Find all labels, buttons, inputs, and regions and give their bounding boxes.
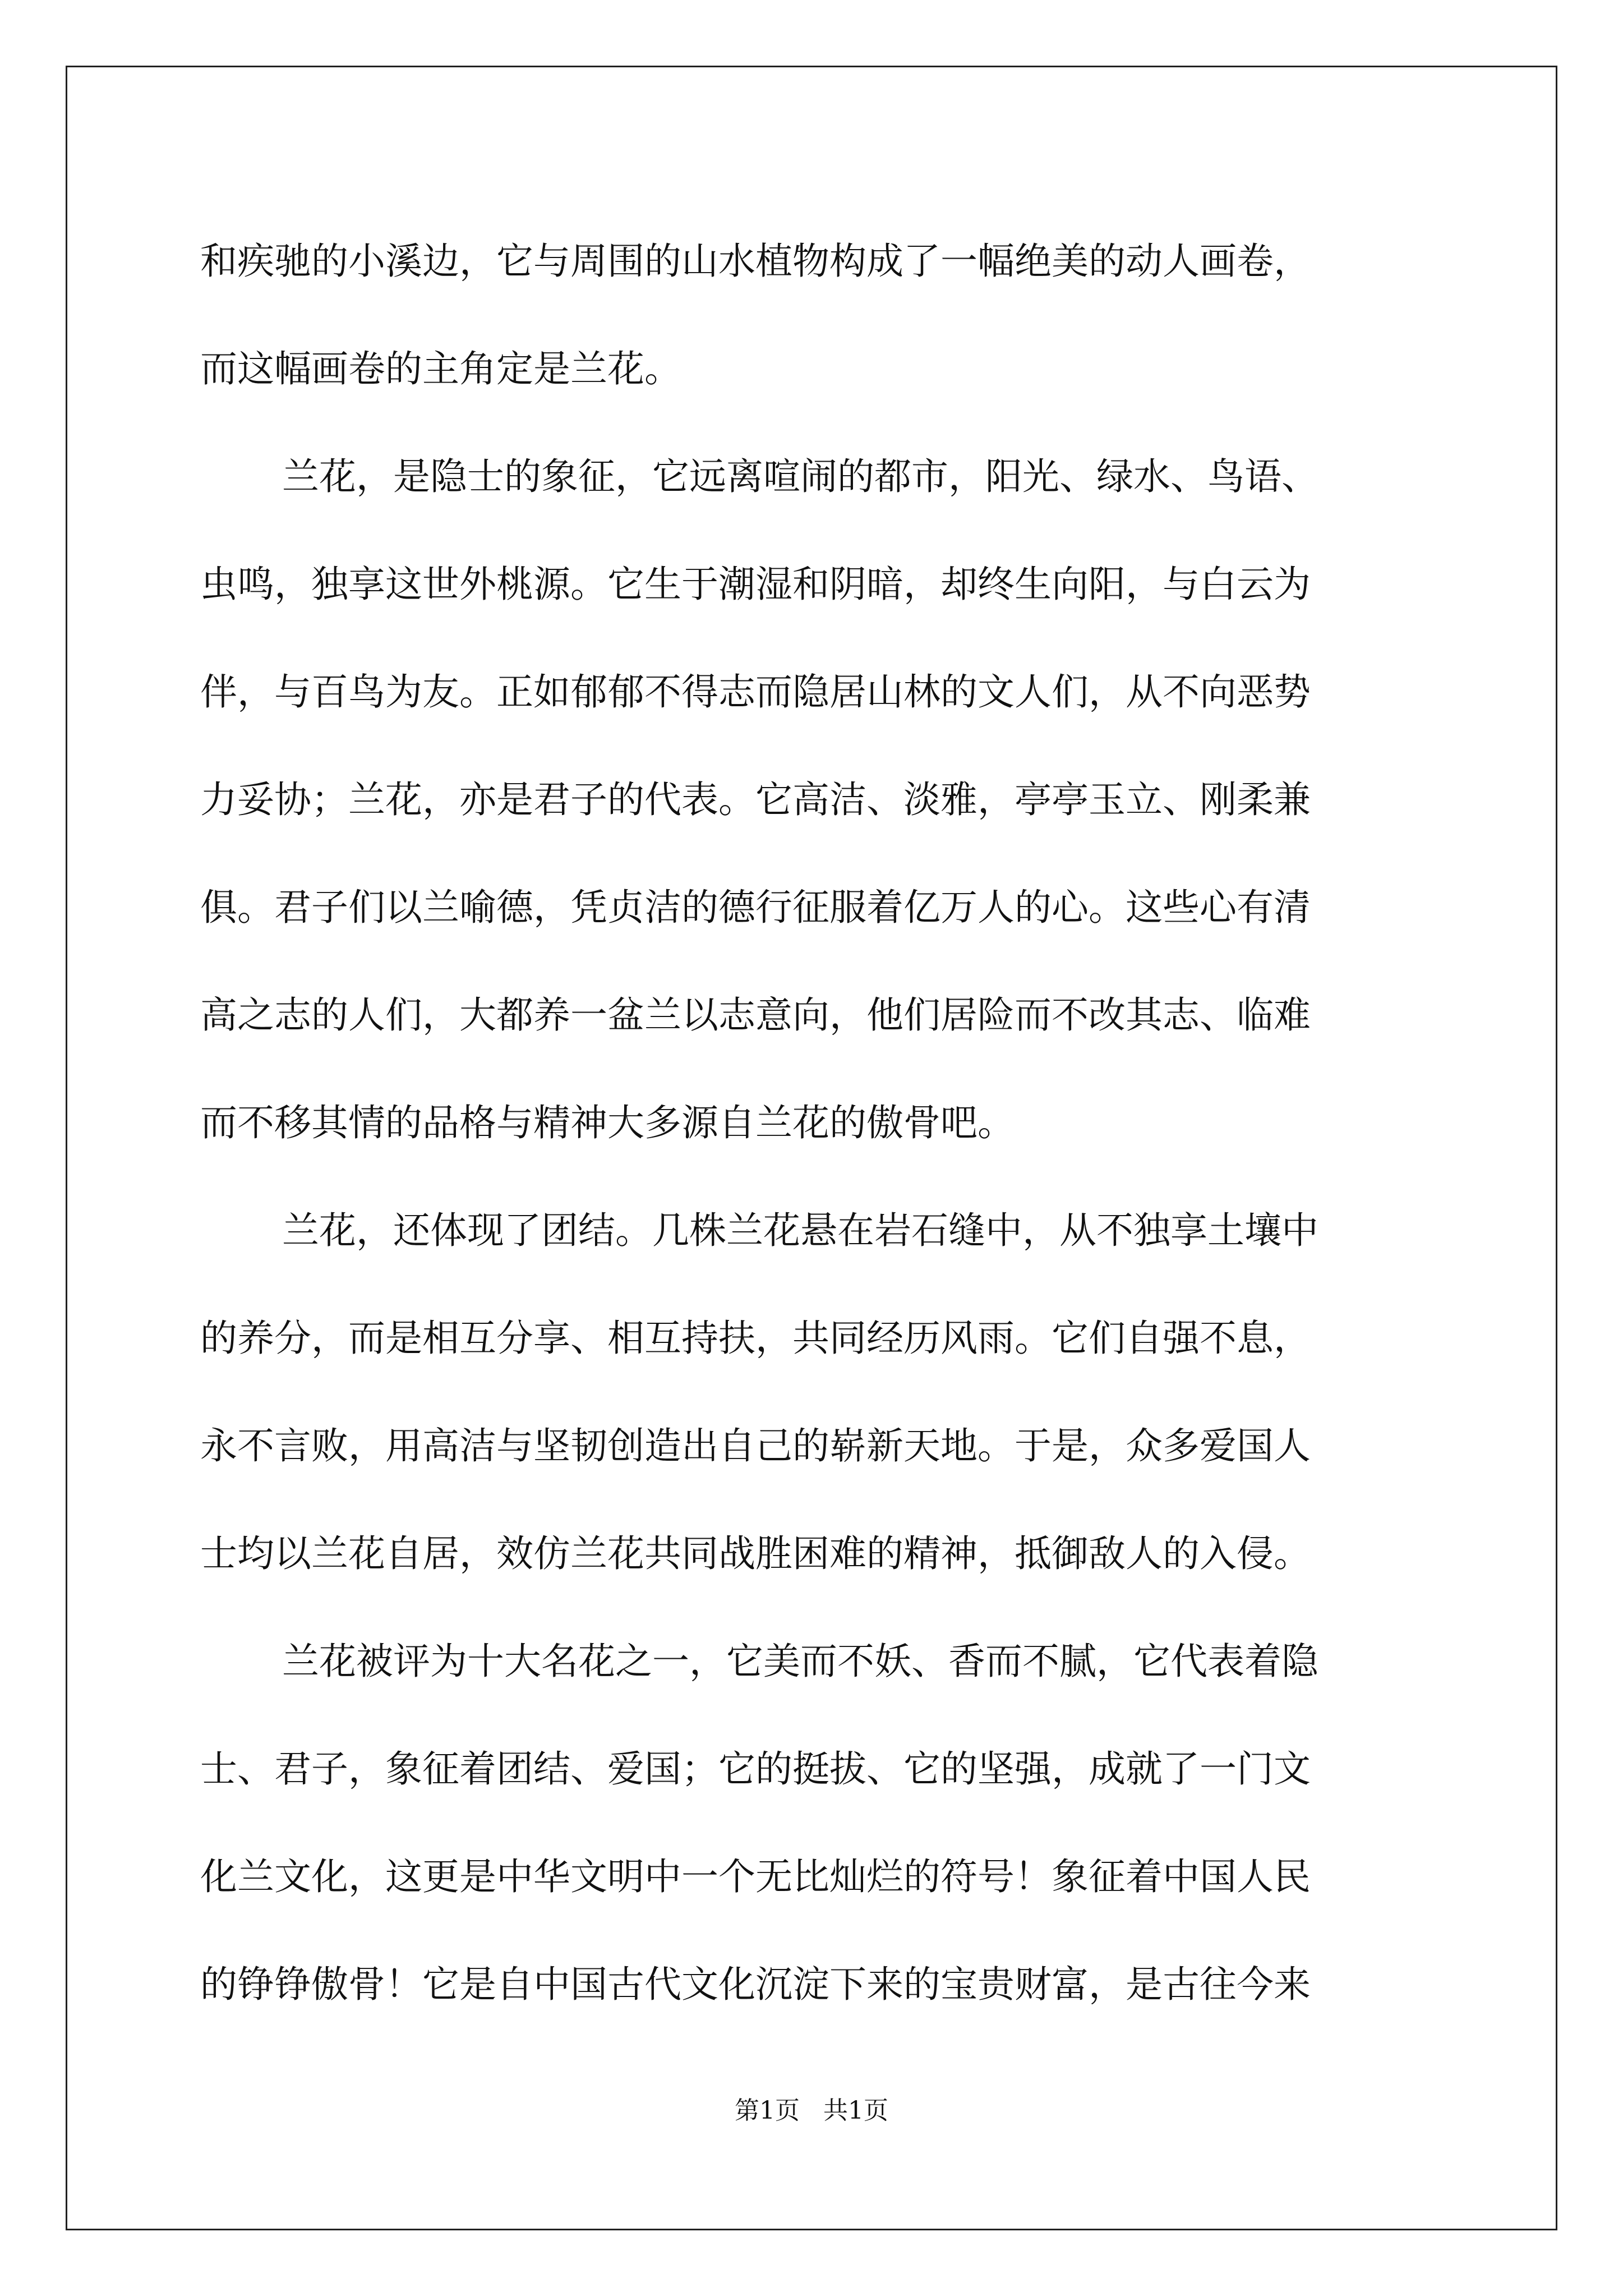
text-line: 的铮铮傲骨！它是自中国古代文化沉淀下来的宝贵财富，是古往今来: [200, 1963, 1311, 2006]
text-line: 士、君子，象征着团结、爱国；它的挺拔、它的坚强，成就了一门文: [200, 1747, 1311, 1791]
text-line: 的养分，而是相互分享、相互持扶，共同经历风雨。它们自强不息，: [200, 1317, 1311, 1360]
text-line: 伴，与百鸟为友。正如郁郁不得志而隐居山林的文人们，从不向恶势: [200, 670, 1311, 714]
text-line: 高之志的人们，大都养一盆兰以志意向，他们居险而不改其志、临难: [200, 993, 1311, 1037]
text-line: 虫鸣，独享这世外桃源。它生于潮湿和阴暗，却终生向阳，与白云为: [200, 563, 1311, 606]
text-line: 士均以兰花自居，效仿兰花共同战胜困难的精神，抵御敌人的入侵。: [200, 1532, 1311, 1575]
page-number-footer: 第1页 共1页: [735, 2096, 888, 2125]
text-line: 永不言败，用高洁与坚韧创造出自己的崭新天地。于是，众多爱国人: [200, 1424, 1311, 1467]
text-line: 和疾驰的小溪边，它与周围的山水植物构成了一幅绝美的动人画卷，: [200, 240, 1311, 283]
paragraph-start-line: 兰花，还体现了团结。几株兰花悬在岩石缝中，从不独享土壤中: [282, 1209, 1318, 1252]
text-line: 而这幅画卷的主角定是兰花。: [200, 347, 681, 390]
body-text: [200, 208, 1423, 2039]
text-line: 力妥协；兰花，亦是君子的代表。它高洁、淡雅，亭亭玉立、刚柔兼: [200, 778, 1311, 821]
paragraph-start-line: 兰花，是隐士的象征，它远离喧闹的都市，阳光、绿水、鸟语、: [282, 455, 1318, 498]
text-line: 俱。君子们以兰喻德，凭贞洁的德行征服着亿万人的心。这些心有清: [200, 886, 1311, 929]
paragraph-start-line: 兰花被评为十大名花之一，它美而不妖、香而不腻，它代表着隐: [282, 1640, 1318, 1683]
text-line: 化兰文化，这更是中华文明中一个无比灿烂的符号！象征着中国人民: [200, 1855, 1311, 1898]
text-line: 而不移其情的品格与精神大多源自兰花的傲骨吧。: [200, 1101, 1015, 1144]
